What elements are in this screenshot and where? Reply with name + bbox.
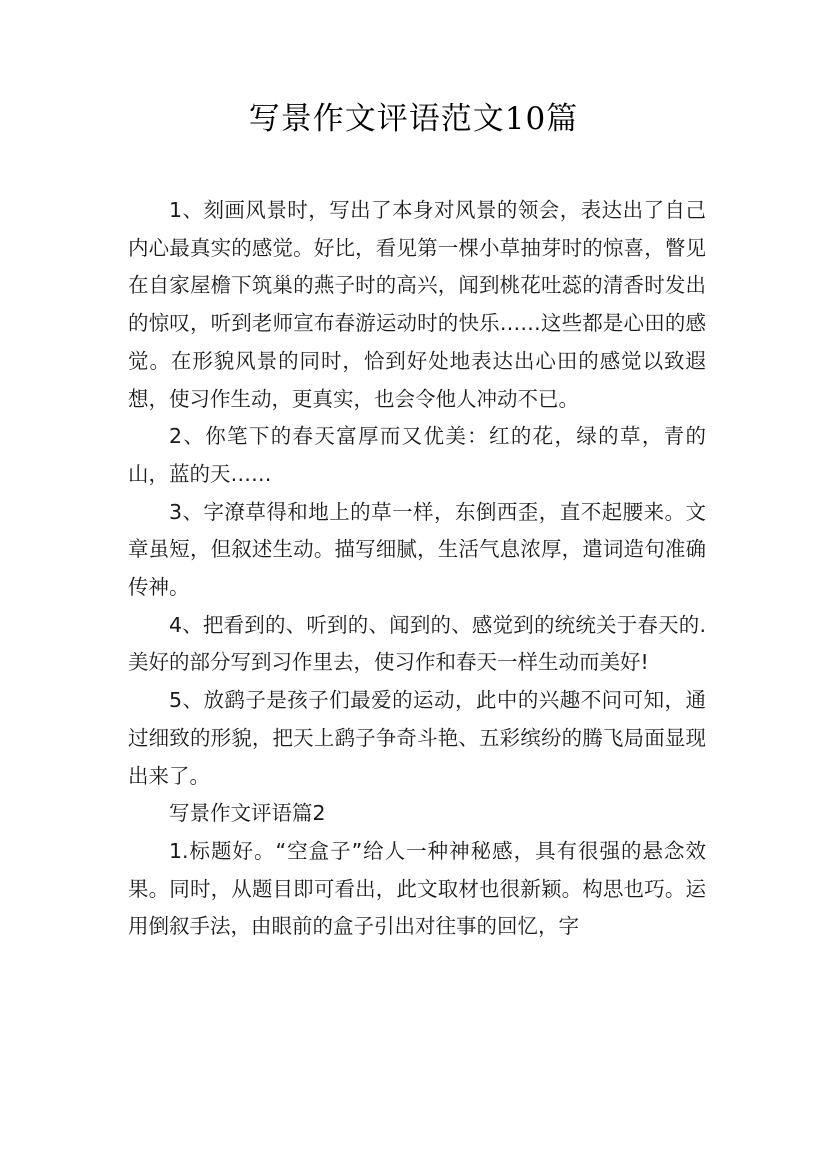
paragraph-2: 2、你笔下的春天富厚而又优美：红的花，绿的草，青的山，蓝的天…… xyxy=(128,424,706,486)
section-heading: 写景作文评语篇2 xyxy=(169,801,326,826)
paragraph-5: 5、放鹞子是孩子们最爱的运动，此中的兴趣不问可知，通过细致的形貌，把天上鹞子争奇斗艳、五彩缤纷的腾飞局面显现出来了。 xyxy=(128,688,706,788)
document-body xyxy=(128,192,706,946)
document-title: 写景作文评语范文10篇 xyxy=(248,101,579,137)
paragraph-6: 1.标题好。“空盒子”给人一种神秘感，具有很强的悬念效果。同时，从题目即可看出，此文取材也很新颖。构思也巧。运用倒叙手法，由眼前的盒子引出对往事的回忆，字 xyxy=(128,838,706,939)
paragraph-3: 3、字潦草得和地上的草一样，东倒西歪，直不起腰来。文章虽短，但叙述生动。描写细腻，生活气息浓厚，遣词造句准确传神。 xyxy=(128,499,706,600)
paragraph-1: 1、刻画风景时，写出了本身对风景的领会，表达出了自己内心最真实的感觉。好比，看见第一棵小草抽芽时的惊喜，瞥见在自家屋檐下筑巢的燕子时的高兴，闻到桃花吐蕊的清香时发出的惊叹，听到老师宣布春游运动时的快乐……这些都是心田的感觉。在形貌风景的同时，恰到好处地表达出心田的感觉以致遐想，使习作生动，更真实，也会令他人冲动不已。 xyxy=(128,198,706,411)
paragraph-4: 4、把看到的、听到的、闻到的、感觉到的统统关于春天的.美好的部分写到习作里去，使习作和春天一样生动而美好! xyxy=(128,612,706,675)
